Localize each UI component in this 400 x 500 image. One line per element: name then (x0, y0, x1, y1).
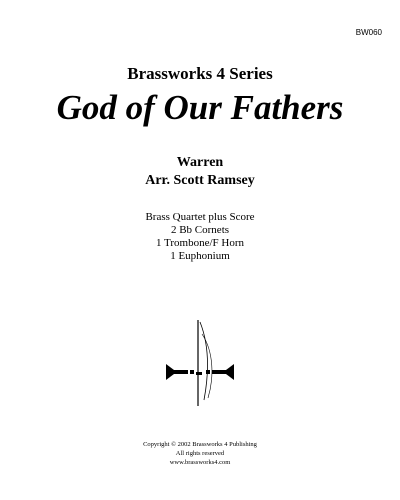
catalog-number: BW060 (355, 28, 382, 37)
website-text: www.brassworks4.com (169, 459, 231, 466)
copyright-text: Copyright © 2002 Brassworks 4 Publishing (143, 441, 257, 448)
instrumentation-part: 1 Trombone/F Horn (155, 237, 245, 249)
instrumentation-list (0, 211, 400, 263)
brass-quartet-logo-icon (160, 318, 240, 410)
rights-text: All rights reserved (175, 450, 225, 457)
instrumentation-part: 1 Euphonium (170, 250, 230, 262)
instrumentation-part: 2 Bb Cornets (170, 224, 230, 236)
composer-name: Warren (176, 155, 224, 170)
series-name: Brassworks 4 Series (127, 64, 273, 83)
arranger-name: Arr. Scott Ramsey (145, 173, 255, 188)
instrumentation-heading: Brass Quartet plus Score (145, 211, 255, 223)
piece-title: God of Our Fathers (56, 88, 344, 127)
footer (0, 440, 400, 467)
